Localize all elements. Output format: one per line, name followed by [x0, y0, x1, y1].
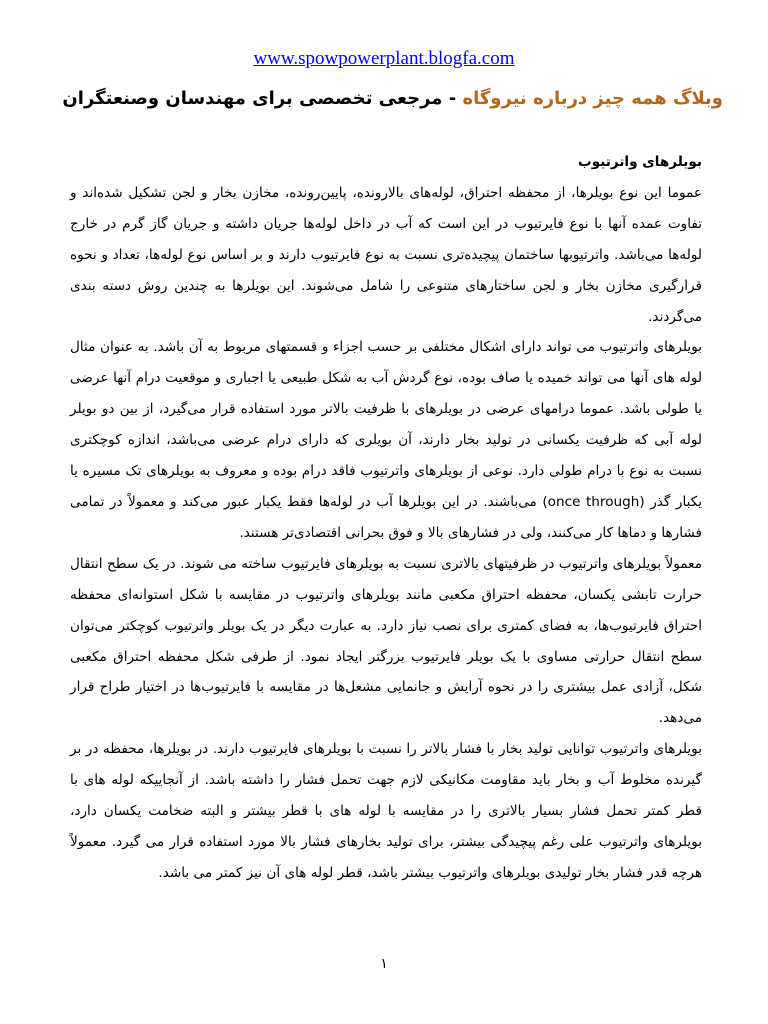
blog-name: وبلاگ همه چیز درباره نیروگاه — [462, 88, 723, 109]
section-title: بویلرهای واترتیوب — [578, 154, 702, 170]
article-body — [70, 147, 702, 889]
paragraph-4: بویلرهای واترتیوب توانایی تولید بخار با فشار بالاتر را نسبت با بویلرهای فایرتیوب دارند. در بویلرها، محفظه در بر گیرنده مخلوط آب و بخار باید مقاومت مکانیکی لازم جهت تحمل فشار را داشته باشد. از آنجاییکه لوله های با قطر کمتر تحمل فشار بسیار بالاتری را در مقایسه با لوله های با قطر بیشتر و البته ضخامت یکسان دارد، بویلرهای واترتیوب علی رغم پیچیدگی بیشتر، برای تولید بخارهای فشار بالا مورد استفاده قرار می گیرد. معمولاً هرچه قدر فشار بخار تولیدی بویلرهای واترتیوب بیشتر باشد، قطر لوله های آن نیز کمتر می باشد. — [70, 741, 702, 881]
paragraph-1: عموما این نوع بویلرها، از محفظه احتراق، لوله‌های بالارونده، پایین‌رونده، مخازن بخار و لجن تشکیل شده‌اند و تفاوت عمده آنها با نوع فایرتیوب در این است که آب در داخل لوله‌ها جریان داشته و جریان گاز گرم در خارج لوله‌ها می‌باشد. واترتیوبها ساختمان پیچیده‌تری نسبت به نوع فایرتیوب دارند و بر اساس نوع لوله‌ها، تعداد و نحوه قرارگیری مخازن بخار و لجن ساختارهای متنوعی را شامل می‌شوند. این بویلرها به چندین روش دسته بندی می‌گردند. — [70, 184, 702, 325]
blog-tagline: - مرجعی تخصصی برای مهندسان وصنعتگران — [62, 88, 463, 109]
page-number: ۱ — [380, 956, 388, 972]
paragraph-2: بویلرهای واترتیوب می تواند دارای اشکال مختلفی بر حسب اجزاء و قسمتهای مربوط به آن باشد. به عنوان مثال لوله های آنها می تواند خمیده یا صاف بوده، نوع گردش آب به شکل طبیعی یا اجباری و موقعیت درام آنها عرضی یا طولی باشد. عموما درامهای عرضی در بویلرهای با ظرفیت بالاتر مورد استفاده قرار می‌گیرد، از بین دو بویلر لوله آبی که ظرفیت یکسانی در تولید بخار دارند، آن بویلری که دارای درام عرضی می‌باشد، اندازه کوچکتری نسبت به نوع با درام طولی دارد. نوعی از بویلرهای واترتیوب فاقد درام بوده و معروف به بویلرهای تک مسیره یا یکبار گذر (once through) می‌باشند. در این بویلرها آب در لوله‌ها فقط یکبار عبور می‌کند و معمولاً در تمامی فشارها و دماها کار می‌کنند، ولی در فشارهای بالا و فوق بحرانی اقتصادی‌تر هستند. — [70, 339, 702, 541]
page-subtitle — [60, 88, 723, 109]
blog-url-link[interactable]: www.spowpowerplant.blogfa.com — [253, 48, 515, 69]
paragraph-3: معمولاً بویلرهای واترتیوب در ظرفیتهای بالاتری نسبت به بویلرهای فایرتیوب ساخته می شوند. در یک سطح انتقال حرارت تابشی یکسان، محفظه احتراق مکعبی مانند بویلرهای واترتیوب در مقایسه با شکل استوانه‌ای محفظه احتراق فایرتیوب‌ها، به فضای کمتری برای نصب نیاز دارد. به عبارت دیگر در یک بویلر واترتیوب کوچکتر می‌توان سطح انتقال حرارتی مساوی با یک بویلر فایرتیوب بزرگتر ایجاد نمود. از طرفی شکل محفظه احتراق مکعبی شکل، آزادی عمل بیشتری را در نحوه آرایش و جانمایی مشعل‌ها در مقایسه با فایرتیوب‌ها در اختیار طراح قرار می‌دهد. — [70, 555, 702, 727]
